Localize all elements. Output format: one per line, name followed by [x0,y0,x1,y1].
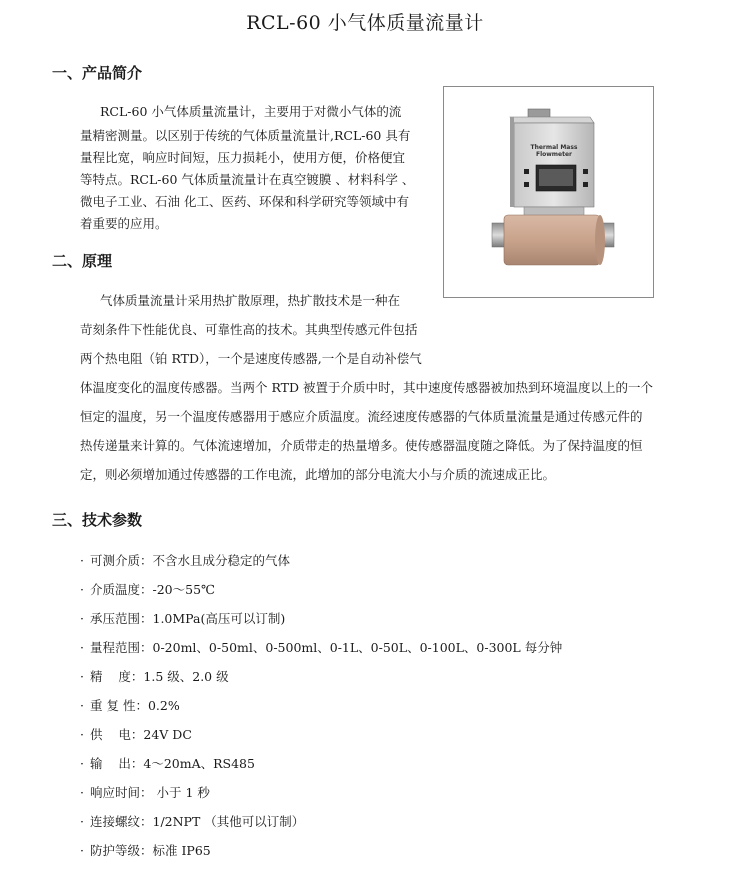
product-photo [443,86,654,298]
spec-text: 连接螺纹：1/2NPT （其他可以订制） [90,814,305,829]
spec-item [80,754,562,783]
spec-item [80,783,562,812]
principle-line: 热传递量来计算的。气体流速增加，介质带走的热量增多。使传感器温度随之降低。为了保持温度的恒 [80,438,643,453]
bullet: · [80,843,84,858]
spec-text: 介质温度：-20～55℃ [90,582,216,597]
principle-line: 体温度变化的温度传感器。当两个 RTD 被置于介质中时，其中速度传感器被加热到环境温度以上的一个 [80,380,653,395]
principle-line: 定，则必须增加通过传感器的工作电流，此增加的部分电流大小与介质的流速成正比。 [80,467,556,482]
bullet: · [80,727,84,742]
spec-text: 防护等级：标准 IP65 [90,843,211,858]
principle-line: 苛刻条件下性能优良、可靠性高的技术。其典型传感元件包括 [80,322,418,337]
bullet: · [80,698,84,713]
spec-text: 量程范围：0-20ml、0-50ml、0-500ml、0-1L、0-50L、0-100L、0-300L 每分钟 [90,640,563,655]
bullet: · [80,553,84,568]
bullet: · [80,756,84,771]
spec-item [80,667,562,696]
bullet: · [80,814,84,829]
spec-text: 可测介质：不含水且成分稳定的气体 [90,553,291,568]
spec-item [80,580,562,609]
principle-line: 恒定的温度，另一个温度传感器用于感应介质温度。流经速度传感器的气体质量流量是通过传感元件的 [80,409,643,424]
spec-item [80,638,562,667]
spec-item [80,725,562,754]
photo-label-line2: Flowmeter [535,151,573,158]
bullet: · [80,640,84,655]
intro-line: 着重要的应用。 [80,216,168,231]
spec-item [80,812,562,841]
intro-line: 微电子工业、石油 化工、医药、环保和科学研究等领域中有 [80,194,409,209]
intro-line: RCL-60 小气体质量流量计，主要用于对微小气体的流 [100,104,402,119]
spec-text: 输 出：4～20mA、RS485 [90,756,255,771]
spec-text: 供 电：24V DC [90,727,192,742]
photo-label-line1: Thermal Mass [530,144,578,151]
principle-line: 气体质量流量计采用热扩散原理，热扩散技术是一种在 [100,293,401,308]
spec-text: 承压范围：1.0MPa(高压可以订制) [90,611,286,626]
page-title: RCL-60 小气体质量流量计 [246,12,484,34]
spec-text: 重 复 性：0.2% [90,698,180,713]
flowmeter-image [444,87,653,297]
intro-line: 等特点。RCL-60 气体质量流量计在真空镀膜 、材料科学 、 [80,172,415,187]
spec-item [80,841,562,870]
section-heading-intro: 一、产品简介 [52,64,143,82]
intro-line: 量精密测量。以区别于传统的气体质量流量计,RCL-60 具有 [80,128,411,143]
spec-list [80,551,562,870]
principle-line: 两个热电阻（铂 RTD），一个是速度传感器,一个是自动补偿气 [80,351,422,366]
bullet: · [80,582,84,597]
bullet: · [80,611,84,626]
intro-line: 量程比宽，响应时间短，压力损耗小，使用方便，价格便宜 [80,150,406,165]
spec-item [80,551,562,580]
spec-item [80,609,562,638]
section-heading-specs: 三、技术参数 [52,511,143,529]
section-heading-principle: 二、原理 [52,252,113,270]
spec-item [80,696,562,725]
bullet: · [80,669,84,684]
spec-text: 响应时间： 小于 1 秒 [90,785,210,800]
spec-text: 精 度：1.5 级、2.0 级 [90,669,229,684]
bullet: · [80,785,84,800]
